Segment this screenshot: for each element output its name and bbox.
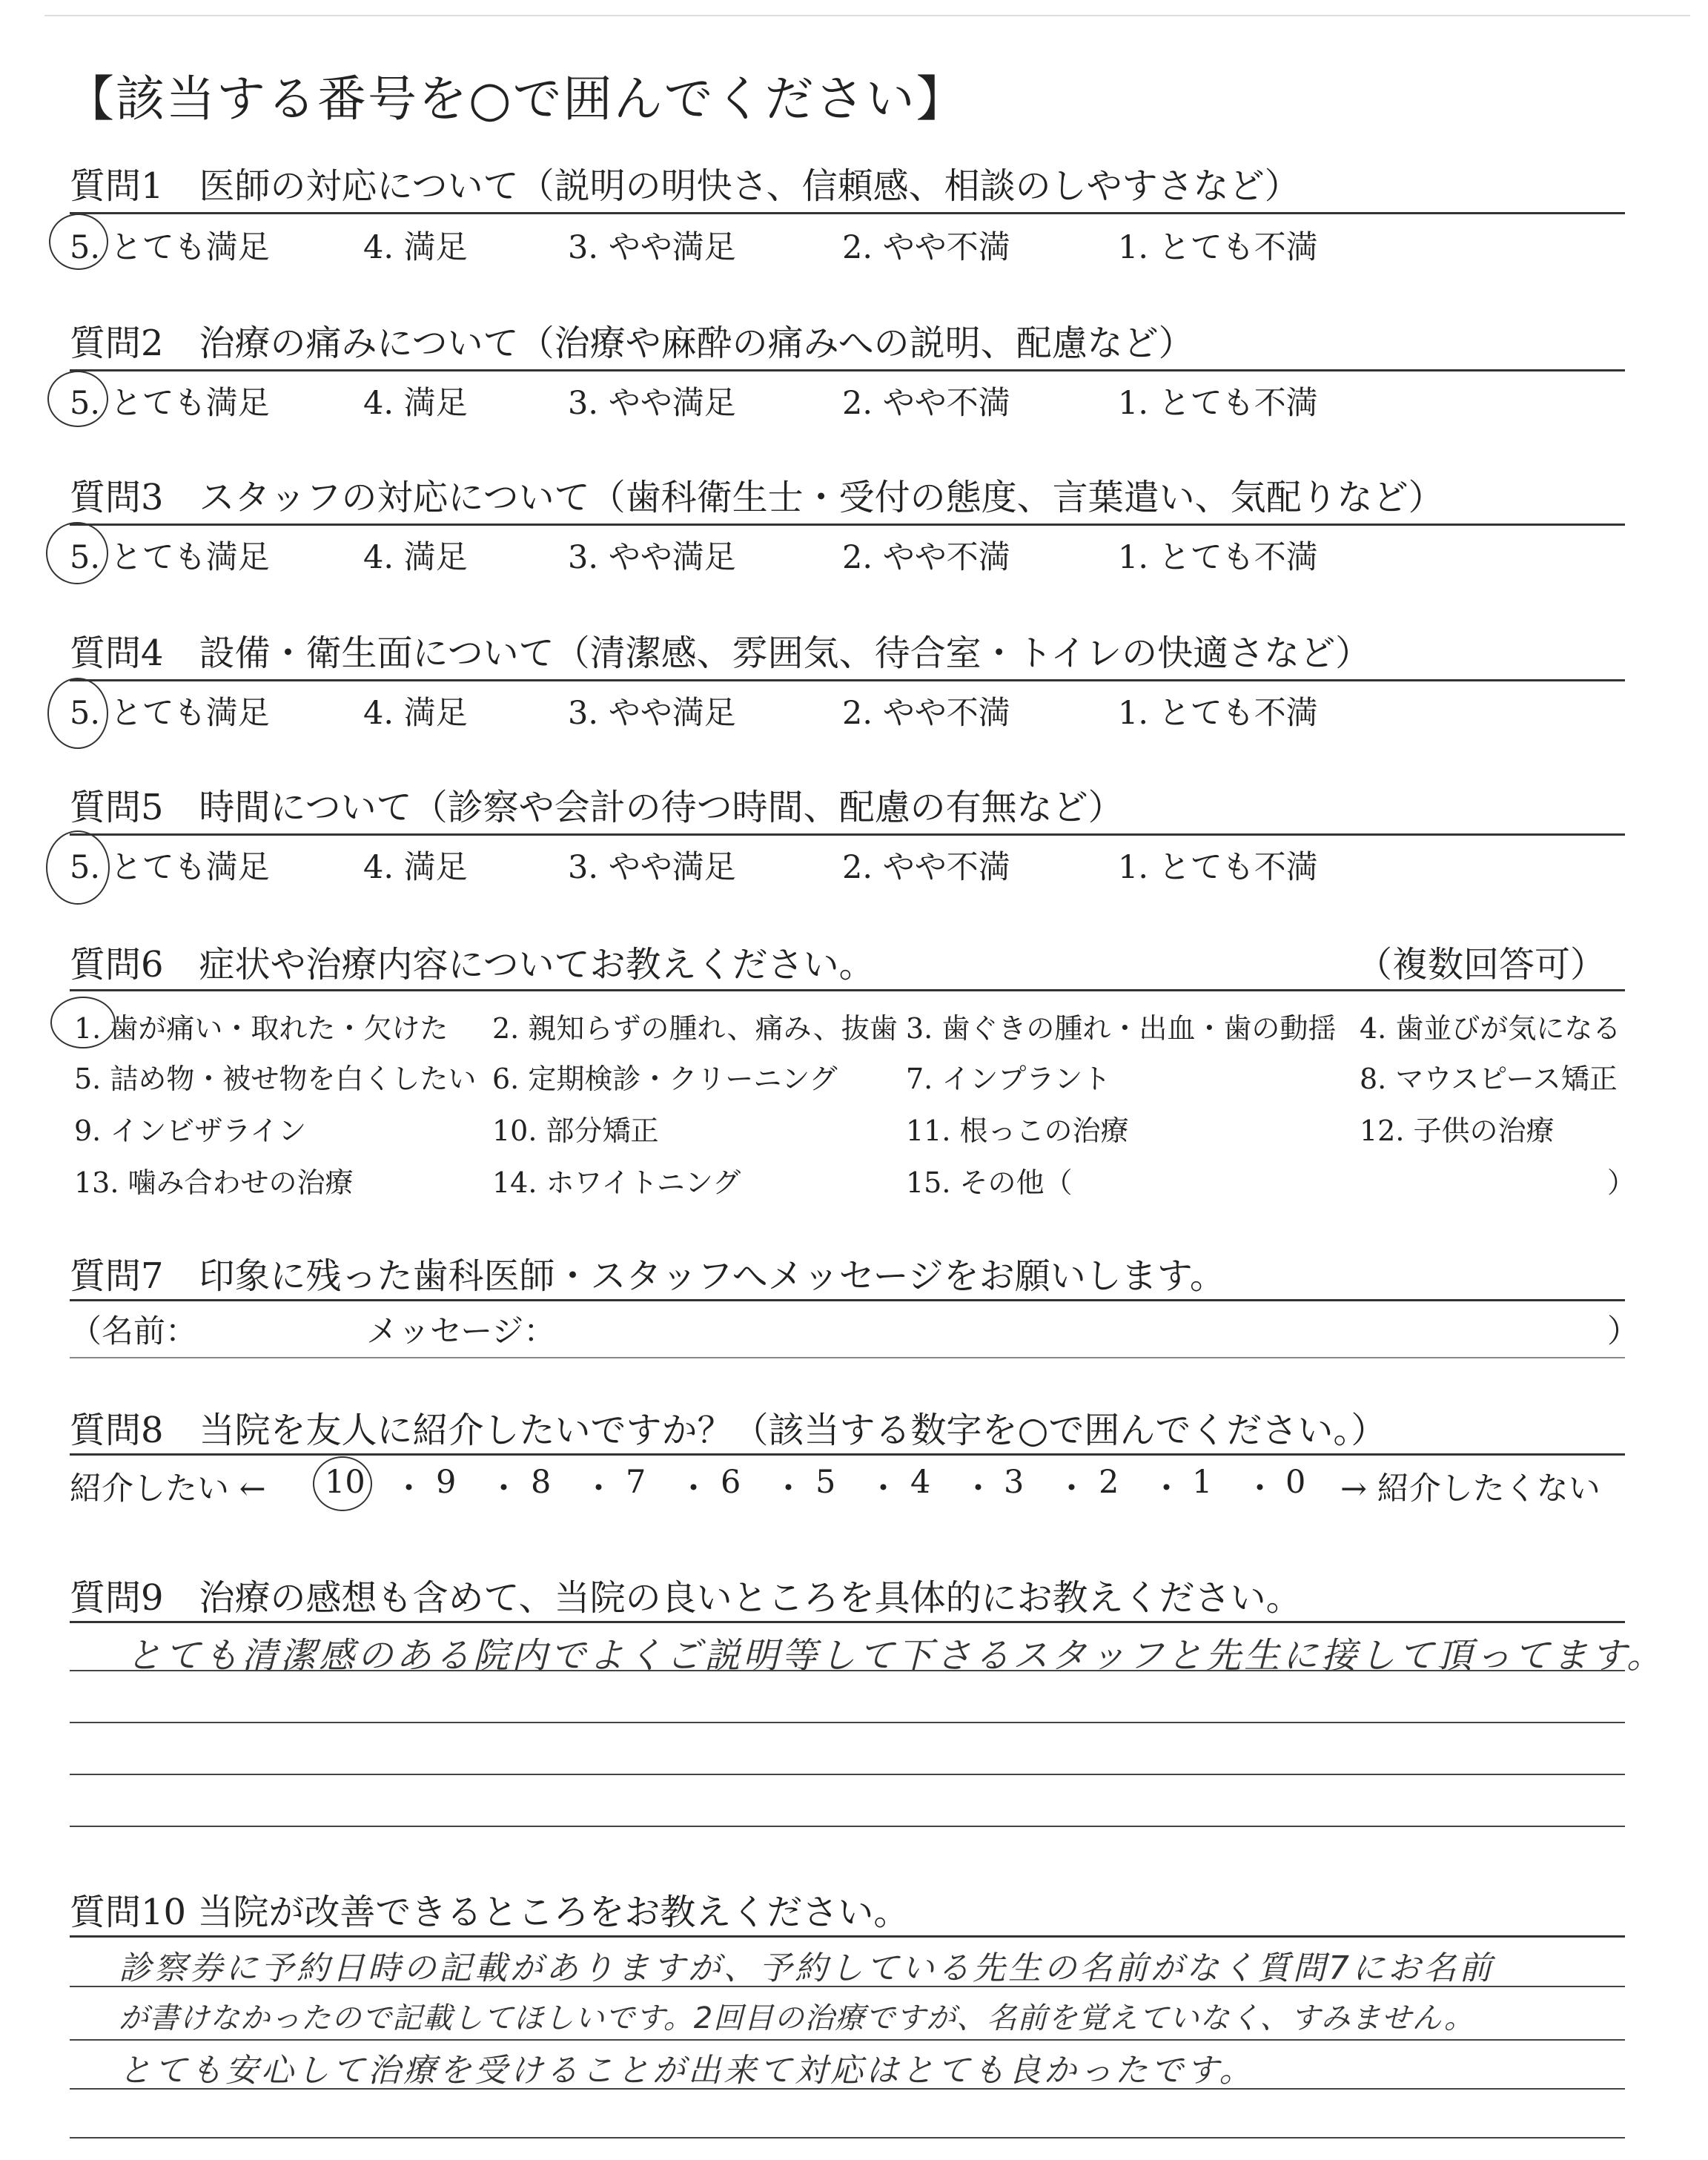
q8-score-7[interactable]: 7 [626,1464,646,1501]
q7-message-label: メッセージ： [366,1313,556,1350]
q6-item-15[interactable]: 15. その他（ [906,1166,1073,1199]
q8-dot: ・ [488,1470,520,1507]
q5-option-1[interactable]: 1. とても不満 [1118,849,1318,886]
q4-option-3[interactable]: 3. やや満足 [568,695,736,732]
q8-rule [70,1453,1625,1456]
q10-answer-line-3[interactable]: とても安心して治療を受けることが出来て対応はとても良かったです。 [119,2052,1255,2090]
q8-score-0[interactable]: 0 [1285,1464,1306,1501]
q3-option-5[interactable]: 5. とても満足 [70,539,270,576]
q6-item-14[interactable]: 14. ホワイトニング [492,1166,741,1199]
q8-dot: ・ [772,1470,804,1507]
q6-item-3[interactable]: 3. 歯ぐきの腫れ・出血・歯の動揺 [906,1012,1337,1045]
q5-option-3[interactable]: 3. やや満足 [568,849,736,886]
q2-option-1[interactable]: 1. とても不満 [1118,385,1318,422]
q9-answer-line-1[interactable]: とても清潔感のある院内でよくご説明等して下さるスタッフと先生に接して頂ってます。 [126,1635,1666,1677]
q9-writing-line [70,1670,1625,1671]
q8-dot: ・ [1244,1470,1276,1507]
q1-heading: 質問1 医師の対応について（説明の明快さ、信頼感、相談のしやすさなど） [70,165,1300,207]
q4-rule [70,679,1625,681]
q6-item-11[interactable]: 11. 根っこの治療 [906,1114,1129,1147]
q8-right-label: → 紹介したくない [1340,1470,1601,1507]
q4-option-2[interactable]: 2. やや不満 [842,695,1010,732]
q1-option-3[interactable]: 3. やや満足 [568,229,736,266]
q9-writing-line [70,1826,1625,1827]
q3-option-2[interactable]: 2. やや不満 [842,539,1010,576]
q2-option-3[interactable]: 3. やや満足 [568,385,736,422]
q6-note: （複数回答可） [1357,944,1606,985]
q6-item-6[interactable]: 6. 定期検診・クリーニング [492,1063,838,1095]
q8-score-8[interactable]: 8 [531,1464,552,1501]
q9-writing-line [70,1722,1625,1723]
q6-item-7[interactable]: 7. インプラント [906,1063,1111,1095]
q8-dot: ・ [962,1470,994,1507]
q10-writing-line [70,1986,1625,1987]
q10-answer-line-1[interactable]: 診察券に予約日時の記載がありますが、予約している先生の名前がなく質問7にお名前 [119,1949,1494,1987]
q3-rule [70,524,1625,526]
q6-item-2[interactable]: 2. 親知らずの腫れ、痛み、抜歯 [492,1012,898,1045]
q8-left-label: 紹介したい ← [70,1470,266,1507]
q4-option-5[interactable]: 5. とても満足 [70,695,270,732]
q4-answer-circle [47,678,108,749]
q8-heading: 質問8 当院を友人に紹介したいですか？（該当する数字を○で囲んでください。） [70,1410,1387,1451]
q5-rule [70,833,1625,836]
q9-writing-line [70,1774,1625,1775]
q6-item-4[interactable]: 4. 歯並びが気になる [1360,1012,1621,1045]
q8-dot: ・ [867,1470,899,1507]
q8-dot: ・ [678,1470,709,1507]
q4-option-4[interactable]: 4. 満足 [363,695,468,732]
q4-option-1[interactable]: 1. とても不満 [1118,695,1318,732]
q10-writing-line [70,2137,1625,2138]
q6-item-9[interactable]: 9. インビザライン [74,1114,307,1147]
q4-heading: 質問4 設備・衛生面について（清潔感、雰囲気、待合室・トイレの快適さなど） [70,633,1371,674]
q8-dot: ・ [583,1470,615,1507]
q2-option-2[interactable]: 2. やや不満 [842,385,1010,422]
q1-option-1[interactable]: 1. とても不満 [1118,229,1318,266]
q6-item-8[interactable]: 8. マウスピース矯正 [1360,1063,1618,1095]
q7-close-paren: ） [1607,1313,1639,1350]
q6-item-13[interactable]: 13. 噛み合わせの治療 [74,1166,354,1199]
q8-score-3[interactable]: 3 [1004,1464,1025,1501]
q6-item-10[interactable]: 10. 部分矯正 [492,1114,659,1147]
q10-answer-line-2[interactable]: が書けなかったので記載してほしいです。2回目の治療ですが、名前を覚えていなく、すみません。 [119,2001,1474,2035]
q2-option-4[interactable]: 4. 満足 [363,385,468,422]
q1-option-5[interactable]: 5. とても満足 [70,229,270,266]
q3-heading: 質問3 スタッフの対応について（歯科衛生士・受付の態度、言葉遣い、気配りなど） [70,477,1444,518]
q10-heading: 質問10 当院が改善できるところをお教えください。 [70,1892,910,1933]
q5-heading: 質問5 時間について（診察や会計の待つ時間、配慮の有無など） [70,787,1124,828]
q9-rule [70,1621,1625,1623]
q6-item-12[interactable]: 12. 子供の治療 [1360,1114,1555,1147]
q8-dot: ・ [1151,1470,1182,1507]
q8-dot: ・ [1056,1470,1088,1507]
q1-answer-circle [49,214,108,270]
q3-answer-circle [46,522,108,584]
q6-heading: 質問6 症状や治療内容についてお教えください。 [70,944,875,985]
q6-item-5[interactable]: 5. 詰め物・被せ物を白くしたい [74,1063,477,1095]
q8-score-2[interactable]: 2 [1099,1464,1119,1501]
q2-heading: 質問2 治療の痛みについて（治療や麻酔の痛みへの説明、配慮など） [70,323,1194,364]
q2-option-5[interactable]: 5. とても満足 [70,385,270,422]
q1-rule [70,212,1625,214]
q2-answer-circle [47,371,108,427]
q10-writing-line [70,2088,1625,2090]
q8-score-4[interactable]: 4 [910,1464,931,1501]
scan-edge-line [44,15,1690,16]
q3-option-1[interactable]: 1. とても不満 [1118,539,1318,576]
q5-option-4[interactable]: 4. 満足 [363,849,468,886]
q8-answer-circle [313,1456,372,1511]
q3-option-4[interactable]: 4. 満足 [363,539,468,576]
q7-answer-line [70,1357,1625,1358]
q8-score-10[interactable]: 10 [325,1464,365,1501]
form-title: 【該当する番号を○で囲んでください】 [65,70,967,128]
q5-answer-circle [46,830,110,905]
q5-option-5[interactable]: 5. とても満足 [70,849,270,886]
q7-rule [70,1299,1625,1301]
q8-score-1[interactable]: 1 [1192,1464,1213,1501]
q6-item-1[interactable]: 1. 歯が痛い・取れた・欠けた [74,1012,448,1045]
q7-name-label: （名前： [70,1313,197,1350]
q3-option-3[interactable]: 3. やや満足 [568,539,736,576]
q1-option-4[interactable]: 4. 満足 [363,229,468,266]
q1-option-2[interactable]: 2. やや不満 [842,229,1010,266]
q8-score-5[interactable]: 5 [815,1464,836,1501]
q7-heading: 質問7 印象に残った歯科医師・スタッフへメッセージをお願いします。 [70,1255,1225,1297]
q8-dot: ・ [393,1470,425,1507]
q8-score-6[interactable]: 6 [721,1464,741,1501]
q2-rule [70,369,1625,371]
q10-writing-line [70,2039,1625,2041]
q6-rule [70,989,1625,991]
q6-other-close-paren: ） [1607,1166,1636,1199]
q5-option-2[interactable]: 2. やや不満 [842,849,1010,886]
q9-heading: 質問9 治療の感想も含めて、当院の良いところを具体的にお教えください。 [70,1577,1302,1619]
q8-score-9[interactable]: 9 [436,1464,457,1501]
q10-rule [70,1935,1625,1938]
q6-answer-circle [50,997,116,1048]
